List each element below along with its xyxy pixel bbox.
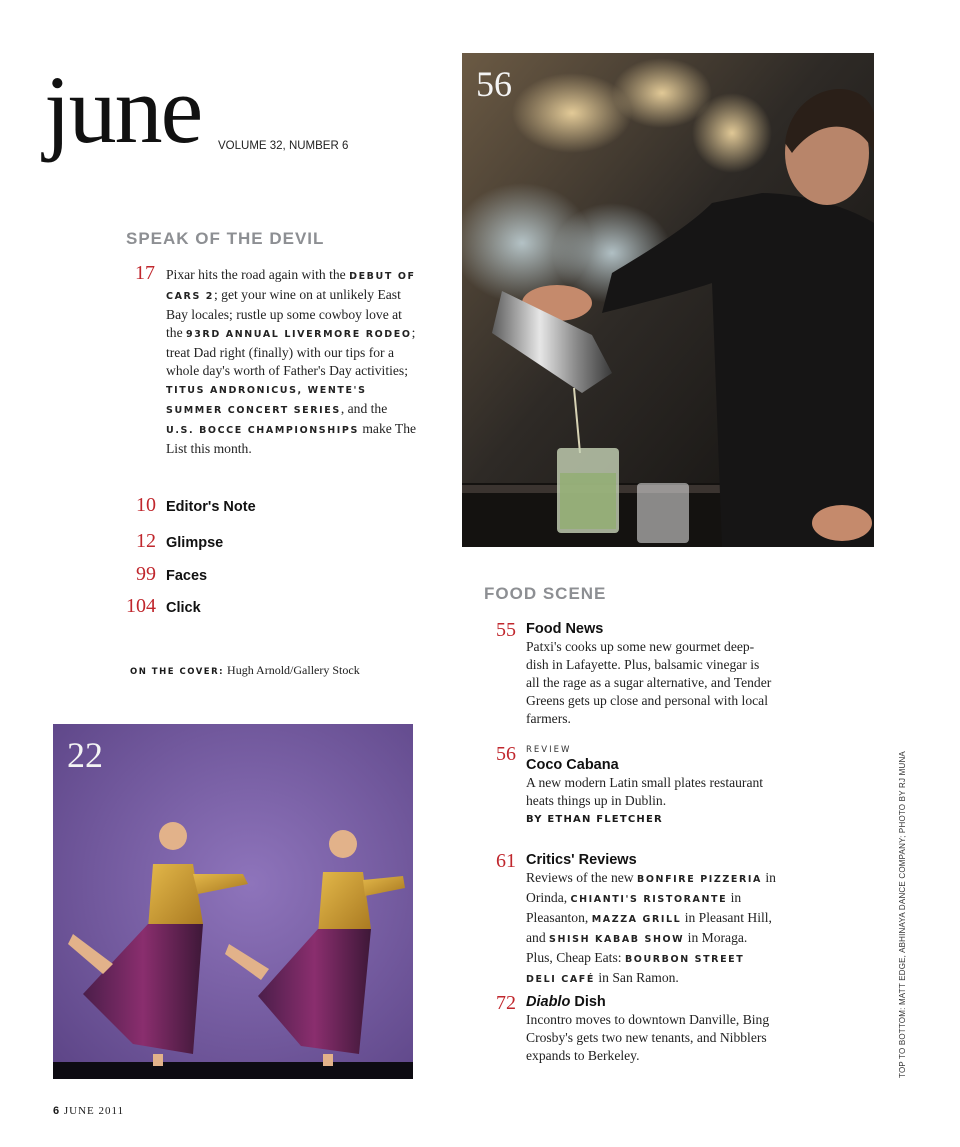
byline: BY ETHAN FLETCHER <box>526 814 663 825</box>
article-title: Critics' Reviews <box>526 852 637 868</box>
photo-page-number: 56 <box>476 64 512 104</box>
page-number: 12 <box>136 530 156 552</box>
dancers-illustration <box>53 724 413 1079</box>
toc-label: Faces <box>166 568 208 584</box>
page-number: 104 <box>126 595 156 617</box>
section-heading-food-scene: FOOD SCENE <box>484 584 607 603</box>
toc-item-click[interactable] <box>116 595 201 618</box>
article-summary: Patxi's cooks up some new gourmet deep-dish in Lafayette. Plus, balsamic vinegar is all the rage as a sugar alternative, and Tender Greens gets up close and personal with local farmers. <box>526 639 772 726</box>
volume-number: VOLUME 32, NUMBER 6 <box>218 140 349 152</box>
article-kicker: REVIEW <box>526 745 572 755</box>
masthead-month: june <box>44 56 202 163</box>
toc-item-glimpse[interactable] <box>116 530 223 553</box>
page-number: 72 <box>496 992 516 1014</box>
page-number: 99 <box>136 563 156 585</box>
toc-label: Editor's Note <box>166 499 256 515</box>
page-number: 17 <box>135 262 155 284</box>
toc-label: Glimpse <box>166 535 224 551</box>
article-title: Food News <box>526 621 604 637</box>
page-number: 10 <box>136 494 156 516</box>
photo-page-number: 22 <box>67 735 103 775</box>
article-summary: A new modern Latin small plates restaurant heats things up in Dublin. <box>526 775 764 808</box>
section-heading-speak-of-the-devil: SPEAK OF THE DEVIL <box>126 229 325 248</box>
folio: 6 JUNE 2011 <box>53 1105 125 1117</box>
toc-item-faces[interactable] <box>116 563 207 586</box>
page-number: 61 <box>496 850 516 872</box>
dancers-photo[interactable] <box>53 724 413 1079</box>
photo-credit: TOP TO BOTTOM: MATT EDGE, ABHINAYA DANCE COMPANY; PHOTO BY RJ MUNA <box>898 751 907 1078</box>
cover-credit: ON THE COVER: Hugh Arnold/Gallery Stock <box>130 663 360 677</box>
article-summary: Reviews of the new BONFIRE PIZZERIA in Orinda, CHIANTI'S RISTORANTE in Pleasanton, MAZZA GRILL in Pleasant Hill, and SHISH KABAB SHOW in Moraga. Plus, Cheap Eats: BOURBON STREET DELI CAFÉ in San Ramon. <box>526 870 776 985</box>
toc-label: Click <box>166 600 201 616</box>
page-number: 55 <box>496 619 516 641</box>
toc-item-critics-reviews[interactable] <box>486 852 776 989</box>
speak-of-the-devil-summary: Pixar hits the road again with the DEBUT OF CARS 2; get your wine on at unlikely East Bay locales; rustle up some cowboy love at the 93RD ANNUAL LIVERMORE RODEO; treat Dad right (finally) with our tips for a whole day's worth of Father's Day activities; TITUS ANDRONICUS, WENTE'S SUMMER CONCERT SERIES, and the U.S. BOCCE CHAMPIONSHIPS make The List this month. <box>166 267 417 456</box>
toc-item-editors-note[interactable] <box>116 494 256 517</box>
article-summary: Incontro moves to downtown Danville, Bing Crosby's gets two new tenants, and Nibblers expands to Berkeley. <box>526 1012 770 1063</box>
toc-item-coco-cabana[interactable] <box>486 745 776 825</box>
article-title: Diablo Dish <box>526 994 606 1010</box>
bartender-illustration <box>462 53 874 547</box>
article-title: Coco Cabana <box>526 757 619 773</box>
page-number: 56 <box>496 743 516 765</box>
toc-item-food-news[interactable] <box>486 621 776 728</box>
bartender-photo[interactable] <box>462 53 874 547</box>
toc-item-diablo-dish[interactable] <box>486 994 776 1065</box>
